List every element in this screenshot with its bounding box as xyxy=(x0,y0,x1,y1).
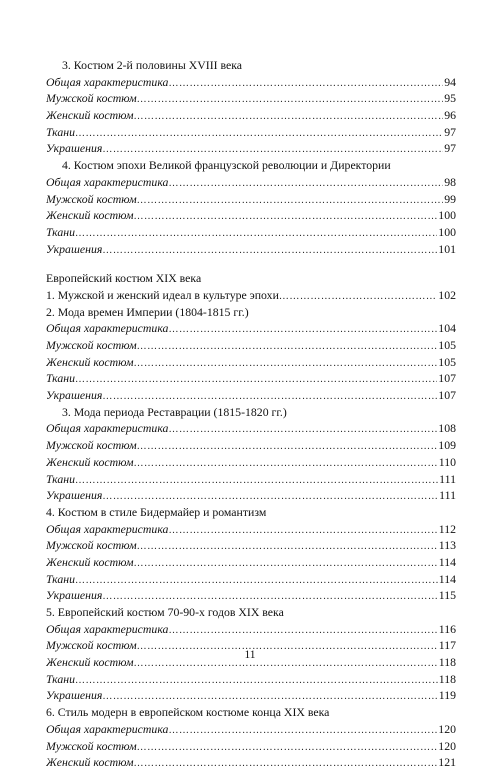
toc-entry-title: Женский костюм xyxy=(46,554,134,569)
toc-entry-title: 6. Стиль модерн в европейском костюме конца XIX века xyxy=(46,705,330,720)
dot-leader xyxy=(75,226,437,241)
toc-page-number: 100 xyxy=(438,224,456,239)
toc-heading xyxy=(46,270,456,287)
toc-entry-title: 3. Мода периода Реставрации (1815-1820 гг.) xyxy=(62,404,287,419)
toc-entry-title: Украшения xyxy=(46,388,103,403)
toc-entry-title: Ткани xyxy=(46,371,76,386)
toc-subentry xyxy=(46,191,456,208)
toc-subentry xyxy=(46,521,456,538)
toc-subentry xyxy=(46,224,456,241)
toc-subentry xyxy=(46,721,456,738)
dot-leader xyxy=(134,456,438,471)
toc-page-number: 96 xyxy=(444,108,456,123)
toc-page-number: 105 xyxy=(438,338,456,352)
toc-page-number: 110 xyxy=(438,454,456,469)
toc-page-number: 97 xyxy=(444,124,456,139)
dot-leader xyxy=(168,76,443,91)
toc-page-number: 105 xyxy=(438,354,456,369)
toc-subentry xyxy=(46,337,456,354)
dot-leader xyxy=(75,126,443,141)
toc-page-number: 107 xyxy=(438,388,456,403)
toc-subentry xyxy=(46,754,456,771)
toc-subentry xyxy=(46,74,456,91)
toc-subentry xyxy=(46,454,456,471)
toc-entry-title: Мужской костюм xyxy=(46,191,137,206)
toc-page-number: 104 xyxy=(438,321,456,336)
toc-entry-title: Общая характеристика xyxy=(46,421,169,436)
toc-page-number: 108 xyxy=(438,421,456,436)
toc-entry-title: Европейский костюм XIX века xyxy=(46,271,202,286)
toc-entry-title: Украшения xyxy=(46,488,103,503)
toc-subentry xyxy=(46,107,456,124)
toc-subentry xyxy=(46,420,456,437)
dot-leader xyxy=(137,92,444,107)
toc-page-number: 111 xyxy=(439,488,456,503)
toc-entry-title: Женский костюм xyxy=(46,108,134,123)
toc-heading xyxy=(46,57,456,74)
dot-leader xyxy=(75,673,438,688)
dot-leader xyxy=(75,372,437,387)
toc-page-number: 116 xyxy=(438,621,456,636)
toc-page-number: 109 xyxy=(438,438,456,453)
toc-page-number: 99 xyxy=(444,191,456,206)
toc-subentry xyxy=(46,174,456,191)
toc-subentry xyxy=(46,124,456,141)
dot-leader xyxy=(75,573,438,588)
dot-leader xyxy=(168,723,437,738)
dot-leader xyxy=(137,339,438,354)
toc-heading xyxy=(46,157,456,174)
toc-subentry xyxy=(46,370,456,387)
toc-subentry xyxy=(46,554,456,571)
toc-entry-title: Украшения xyxy=(46,688,103,703)
dot-leader xyxy=(137,740,438,755)
dot-leader xyxy=(137,193,444,208)
toc-page-number: 113 xyxy=(438,538,456,553)
toc-entry-title: Общая характеристика xyxy=(46,174,169,189)
toc-subentry xyxy=(46,671,456,688)
toc-entry-title: Женский костюм xyxy=(46,354,134,369)
toc-entry-title: Мужской костюм xyxy=(46,438,137,453)
toc-entry-title: Общая характеристика xyxy=(46,521,169,536)
dot-leader xyxy=(279,289,437,304)
dot-leader xyxy=(102,489,438,504)
toc-heading xyxy=(46,304,456,321)
toc-page-number: 118 xyxy=(438,671,456,686)
toc-entry-title: 4. Костюм в стиле Бидермайер и романтизм xyxy=(46,504,267,519)
toc-page-number: 98 xyxy=(444,174,456,189)
table-of-contents xyxy=(46,57,456,771)
toc-page-number: 95 xyxy=(444,91,456,106)
toc-subentry xyxy=(46,140,456,157)
toc-page-number: 114 xyxy=(438,571,456,586)
toc-entry-title: 3. Костюм 2-й половины XVIII века xyxy=(62,58,243,72)
toc-entry-title: Ткани xyxy=(46,471,76,486)
toc-page-number: 118 xyxy=(438,655,456,670)
toc-subentry xyxy=(46,621,456,638)
dot-leader xyxy=(134,356,438,371)
toc-entry-title: Ткани xyxy=(46,671,76,686)
toc-page-number: 120 xyxy=(438,721,456,736)
toc-entry-title: 4. Костюм эпохи Великой французской революции и Директории xyxy=(62,158,391,173)
toc-subentry xyxy=(46,738,456,755)
toc-entry-title: Украшения xyxy=(46,141,103,156)
toc-page-number: 94 xyxy=(444,74,456,89)
dot-leader xyxy=(134,109,444,124)
toc-entry-title: 5. Европейский костюм 70-90-х годов XIX века xyxy=(46,605,284,619)
toc-entry-title: Общая характеристика xyxy=(46,74,169,89)
toc-subentry xyxy=(46,687,456,704)
dot-leader xyxy=(134,756,438,771)
section-gap xyxy=(46,257,456,270)
toc-entry-title: 2. Мода времен Империи (1804-1815 гг.) xyxy=(46,304,249,319)
toc-entry-title: 1. Мужской и женский идеал в культуре эпохи xyxy=(46,287,279,302)
dot-leader xyxy=(75,473,438,488)
toc-entry-title: Ткани xyxy=(46,571,76,586)
dot-leader xyxy=(168,523,437,538)
dot-leader xyxy=(102,689,437,704)
toc-page-number: 119 xyxy=(438,688,456,703)
toc-subentry xyxy=(46,487,456,504)
toc-subentry xyxy=(46,241,456,258)
toc-entry-title: Мужской костюм xyxy=(46,638,137,653)
toc-page-number: 100 xyxy=(438,208,456,223)
toc-subentry xyxy=(46,537,456,554)
toc-page-number: 101 xyxy=(438,241,456,256)
toc-entry-title: Общая характеристика xyxy=(46,621,169,636)
toc-page-number: 115 xyxy=(438,588,456,603)
toc-entry-title: Общая характеристика xyxy=(46,321,169,336)
toc-subentry xyxy=(46,587,456,604)
dot-leader xyxy=(134,209,438,224)
dot-leader xyxy=(102,243,437,258)
toc-entry-title: Украшения xyxy=(46,588,103,603)
toc-heading xyxy=(46,287,456,304)
toc-entry-title: Женский костюм xyxy=(46,454,134,469)
toc-page-number: 112 xyxy=(438,521,456,536)
dot-leader xyxy=(134,556,438,571)
toc-heading xyxy=(46,404,456,421)
toc-page-number: 120 xyxy=(438,738,456,753)
toc-page-number: 117 xyxy=(438,638,456,653)
toc-subentry xyxy=(46,354,456,371)
dot-leader xyxy=(102,389,437,404)
dot-leader xyxy=(102,142,443,157)
toc-page-number: 107 xyxy=(438,371,456,386)
toc-entry-title: Женский костюм xyxy=(46,755,134,770)
toc-heading xyxy=(46,504,456,521)
toc-subentry xyxy=(46,571,456,588)
page-number: 11 xyxy=(244,649,256,661)
toc-entry-title: Мужской костюм xyxy=(46,91,137,106)
dot-leader xyxy=(168,322,437,337)
toc-entry-title: Женский костюм xyxy=(46,655,134,670)
toc-entry-title: Украшения xyxy=(46,241,103,256)
toc-entry-title: Мужской костюм xyxy=(46,538,137,553)
toc-page-number: 121 xyxy=(438,755,456,770)
toc-entry-title: Женский костюм xyxy=(46,208,134,223)
toc-entry-title: Ткани xyxy=(46,124,76,139)
toc-page-number: 114 xyxy=(438,554,456,569)
toc-entry-title: Мужской костюм xyxy=(46,738,137,753)
dot-leader xyxy=(137,439,438,454)
toc-subentry xyxy=(46,471,456,488)
dot-leader xyxy=(102,589,437,604)
toc-entry-title: Ткани xyxy=(46,224,76,239)
dot-leader xyxy=(168,176,443,191)
toc-entry-title: Мужской костюм xyxy=(46,338,137,352)
toc-subentry xyxy=(46,437,456,454)
toc-subentry xyxy=(46,90,456,107)
dot-leader xyxy=(137,539,438,554)
toc-subentry xyxy=(46,387,456,404)
toc-page-number: 111 xyxy=(439,471,456,486)
toc-entry-title: Общая характеристика xyxy=(46,721,169,736)
dot-leader xyxy=(168,623,437,638)
toc-heading xyxy=(46,604,456,621)
toc-page-number: 97 xyxy=(444,141,456,156)
toc-subentry xyxy=(46,320,456,337)
dot-leader xyxy=(168,422,437,437)
toc-subentry xyxy=(46,207,456,224)
toc-page-number: 102 xyxy=(438,287,456,302)
